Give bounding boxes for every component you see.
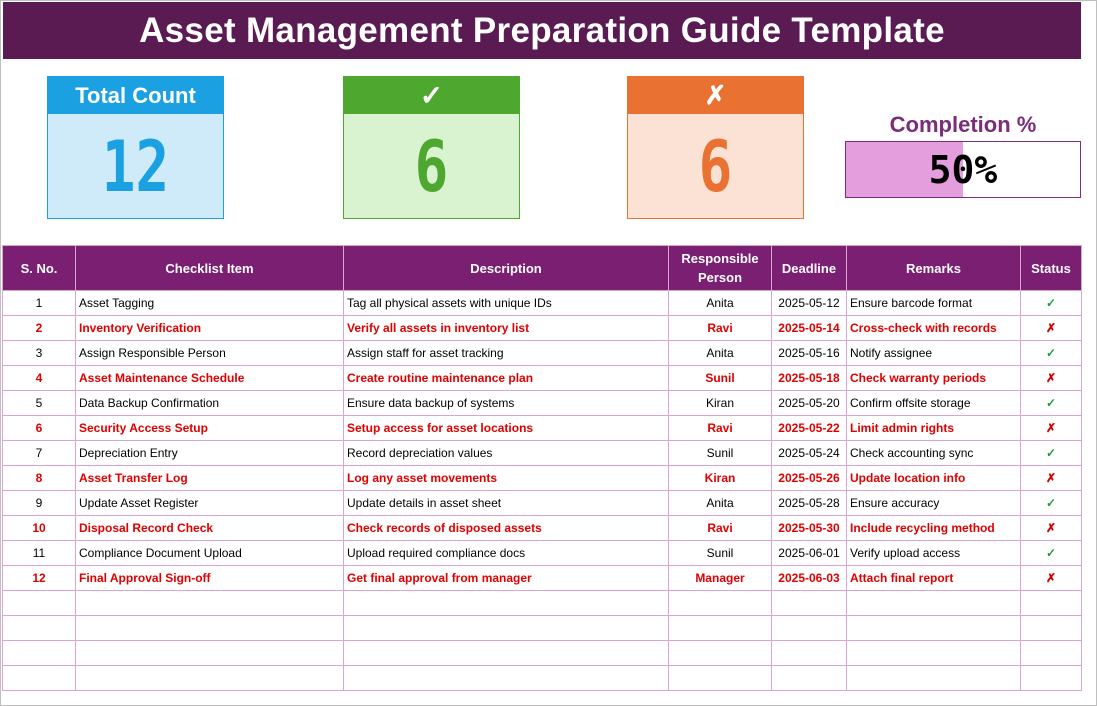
cell-remarks[interactable]: Ensure barcode format — [847, 291, 1021, 316]
cell-remarks[interactable]: Check warranty periods — [847, 366, 1021, 391]
cell-deadline[interactable]: 2025-05-30 — [772, 516, 847, 541]
cell-description[interactable]: Check records of disposed assets — [344, 516, 669, 541]
cell-person[interactable]: Sunil — [669, 441, 772, 466]
cell-deadline[interactable]: 2025-05-14 — [772, 316, 847, 341]
status-cross-icon[interactable]: ✗ — [1021, 516, 1082, 541]
cell-sno[interactable]: 2 — [3, 316, 76, 341]
cell-person[interactable]: Anita — [669, 291, 772, 316]
status-check-icon[interactable]: ✓ — [1021, 391, 1082, 416]
cell-deadline[interactable]: 2025-05-28 — [772, 491, 847, 516]
completion-progress-bar — [845, 141, 1081, 198]
cell-item[interactable]: Assign Responsible Person — [76, 341, 344, 366]
col-header-sno[interactable]: S. No. — [3, 246, 76, 291]
cell-status[interactable] — [1021, 666, 1082, 691]
col-header-remarks[interactable]: Remarks — [847, 246, 1021, 291]
table-row — [3, 491, 1082, 516]
cell-description[interactable]: Verify all assets in inventory list — [344, 316, 669, 341]
completion-label: Completion % — [889, 112, 1037, 137]
total-count-value: 12 — [101, 126, 170, 208]
cell-description[interactable] — [344, 616, 669, 641]
cell-item[interactable] — [76, 641, 344, 666]
cell-item[interactable]: Security Access Setup — [76, 416, 344, 441]
cell-sno[interactable]: 7 — [3, 441, 76, 466]
table-row — [3, 341, 1082, 366]
cell-item[interactable]: Compliance Document Upload — [76, 541, 344, 566]
cell-remarks[interactable] — [847, 641, 1021, 666]
empty-table-row — [3, 591, 1082, 616]
page-title: Asset Management Preparation Guide Template — [3, 2, 1081, 59]
cell-item[interactable]: Data Backup Confirmation — [76, 391, 344, 416]
empty-table-row — [3, 616, 1082, 641]
table-row — [3, 416, 1082, 441]
cell-sno[interactable]: 6 — [3, 416, 76, 441]
cell-deadline[interactable]: 2025-05-16 — [772, 341, 847, 366]
cell-description[interactable]: Upload required compliance docs — [344, 541, 669, 566]
status-cross-icon[interactable]: ✗ — [1021, 566, 1082, 591]
cell-description[interactable]: Ensure data backup of systems — [344, 391, 669, 416]
table-row — [3, 541, 1082, 566]
cell-remarks[interactable]: Attach final report — [847, 566, 1021, 591]
cell-description[interactable] — [344, 641, 669, 666]
table-row — [3, 366, 1082, 391]
col-header-person[interactable]: Responsible Person — [669, 246, 772, 291]
cell-remarks[interactable]: Notify assignee — [847, 341, 1021, 366]
cell-person[interactable] — [669, 641, 772, 666]
cell-remarks[interactable]: Include recycling method — [847, 516, 1021, 541]
cell-item[interactable]: Asset Tagging — [76, 291, 344, 316]
cell-status[interactable] — [1021, 616, 1082, 641]
cell-description[interactable] — [344, 666, 669, 691]
pending-count-card — [627, 76, 804, 219]
status-cross-icon[interactable]: ✗ — [1021, 316, 1082, 341]
cell-remarks[interactable]: Confirm offsite storage — [847, 391, 1021, 416]
table-row — [3, 466, 1082, 491]
col-header-description[interactable]: Description — [344, 246, 669, 291]
table-row — [3, 566, 1082, 591]
cell-description[interactable]: Log any asset movements — [344, 466, 669, 491]
status-check-icon[interactable]: ✓ — [1021, 541, 1082, 566]
status-check-icon[interactable]: ✓ — [1021, 491, 1082, 516]
cell-deadline[interactable]: 2025-05-12 — [772, 291, 847, 316]
completed-count-card — [343, 76, 520, 219]
cell-person[interactable] — [669, 616, 772, 641]
cell-person[interactable]: Manager — [669, 566, 772, 591]
table-row — [3, 441, 1082, 466]
empty-table-row — [3, 666, 1082, 691]
cell-deadline[interactable]: 2025-05-20 — [772, 391, 847, 416]
table-row — [3, 391, 1082, 416]
table-header-row — [3, 246, 1082, 291]
cell-person[interactable]: Ravi — [669, 516, 772, 541]
completion-percent-text: 50% — [928, 147, 998, 192]
checklist-table — [2, 245, 1082, 691]
cell-person[interactable]: Kiran — [669, 391, 772, 416]
cell-remarks[interactable]: Ensure accuracy — [847, 491, 1021, 516]
cell-remarks[interactable]: Check accounting sync — [847, 441, 1021, 466]
cell-person[interactable]: Kiran — [669, 466, 772, 491]
cell-remarks[interactable]: Limit admin rights — [847, 416, 1021, 441]
cell-person[interactable]: Sunil — [669, 366, 772, 391]
cell-sno[interactable] — [3, 591, 76, 616]
checkmark-icon: ✓ — [344, 77, 519, 114]
cross-icon: ✗ — [628, 77, 803, 114]
cell-sno[interactable]: 1 — [3, 291, 76, 316]
cell-description[interactable]: Get final approval from manager — [344, 566, 669, 591]
cell-person[interactable] — [669, 591, 772, 616]
status-cross-icon[interactable]: ✗ — [1021, 466, 1082, 491]
cell-item[interactable]: Asset Transfer Log — [76, 466, 344, 491]
cell-sno[interactable]: 10 — [3, 516, 76, 541]
cell-sno[interactable]: 4 — [3, 366, 76, 391]
cell-sno[interactable] — [3, 666, 76, 691]
status-check-icon[interactable]: ✓ — [1021, 291, 1082, 316]
total-count-label: Total Count — [48, 77, 223, 114]
cell-description[interactable]: Assign staff for asset tracking — [344, 341, 669, 366]
cell-remarks[interactable] — [847, 666, 1021, 691]
cell-item[interactable] — [76, 666, 344, 691]
cell-person[interactable]: Ravi — [669, 416, 772, 441]
cell-sno[interactable] — [3, 641, 76, 666]
cell-person[interactable]: Anita — [669, 491, 772, 516]
cell-remarks[interactable] — [847, 591, 1021, 616]
cell-description[interactable]: Create routine maintenance plan — [344, 366, 669, 391]
cell-person[interactable] — [669, 666, 772, 691]
table-row — [3, 316, 1082, 341]
cell-item[interactable]: Asset Maintenance Schedule — [76, 366, 344, 391]
cell-item[interactable] — [76, 591, 344, 616]
status-cross-icon[interactable]: ✗ — [1021, 416, 1082, 441]
cell-deadline[interactable] — [772, 616, 847, 641]
cell-item[interactable]: Disposal Record Check — [76, 516, 344, 541]
cell-sno[interactable]: 5 — [3, 391, 76, 416]
cell-description[interactable] — [344, 591, 669, 616]
cell-item[interactable]: Depreciation Entry — [76, 441, 344, 466]
cell-deadline[interactable]: 2025-06-03 — [772, 566, 847, 591]
cell-sno[interactable] — [3, 616, 76, 641]
cell-remarks[interactable]: Update location info — [847, 466, 1021, 491]
cell-deadline[interactable] — [772, 666, 847, 691]
col-header-item[interactable]: Checklist Item — [76, 246, 344, 291]
cell-item[interactable]: Update Asset Register — [76, 491, 344, 516]
cell-deadline[interactable]: 2025-05-18 — [772, 366, 847, 391]
cell-remarks[interactable] — [847, 616, 1021, 641]
cell-deadline[interactable] — [772, 591, 847, 616]
cell-description[interactable]: Record depreciation values — [344, 441, 669, 466]
cell-person[interactable]: Ravi — [669, 316, 772, 341]
cell-description[interactable]: Tag all physical assets with unique IDs — [344, 291, 669, 316]
cell-sno[interactable]: 12 — [3, 566, 76, 591]
cell-sno[interactable]: 8 — [3, 466, 76, 491]
cell-deadline[interactable]: 2025-05-26 — [772, 466, 847, 491]
cell-deadline[interactable] — [772, 641, 847, 666]
empty-table-row — [3, 641, 1082, 666]
cell-deadline[interactable]: 2025-05-24 — [772, 441, 847, 466]
cell-sno[interactable]: 9 — [3, 491, 76, 516]
cell-person[interactable]: Sunil — [669, 541, 772, 566]
col-header-status[interactable]: Status — [1021, 246, 1082, 291]
status-check-icon[interactable]: ✓ — [1021, 441, 1082, 466]
status-cross-icon[interactable]: ✗ — [1021, 366, 1082, 391]
cell-remarks[interactable]: Verify upload access — [847, 541, 1021, 566]
pending-count-value: 6 — [698, 126, 733, 208]
total-count-card — [47, 76, 224, 219]
table-row — [3, 291, 1082, 316]
cell-description[interactable]: Setup access for asset locations — [344, 416, 669, 441]
cell-status[interactable] — [1021, 591, 1082, 616]
completed-count-value: 6 — [414, 126, 449, 208]
cell-deadline[interactable]: 2025-05-22 — [772, 416, 847, 441]
cell-status[interactable] — [1021, 641, 1082, 666]
cell-remarks[interactable]: Cross-check with records — [847, 316, 1021, 341]
cell-sno[interactable]: 3 — [3, 341, 76, 366]
col-header-deadline[interactable]: Deadline — [772, 246, 847, 291]
cell-sno[interactable]: 11 — [3, 541, 76, 566]
cell-description[interactable]: Update details in asset sheet — [344, 491, 669, 516]
status-check-icon[interactable]: ✓ — [1021, 341, 1082, 366]
cell-item[interactable]: Inventory Verification — [76, 316, 344, 341]
cell-item[interactable]: Final Approval Sign-off — [76, 566, 344, 591]
table-row — [3, 516, 1082, 541]
cell-person[interactable]: Anita — [669, 341, 772, 366]
cell-deadline[interactable]: 2025-06-01 — [772, 541, 847, 566]
cell-item[interactable] — [76, 616, 344, 641]
